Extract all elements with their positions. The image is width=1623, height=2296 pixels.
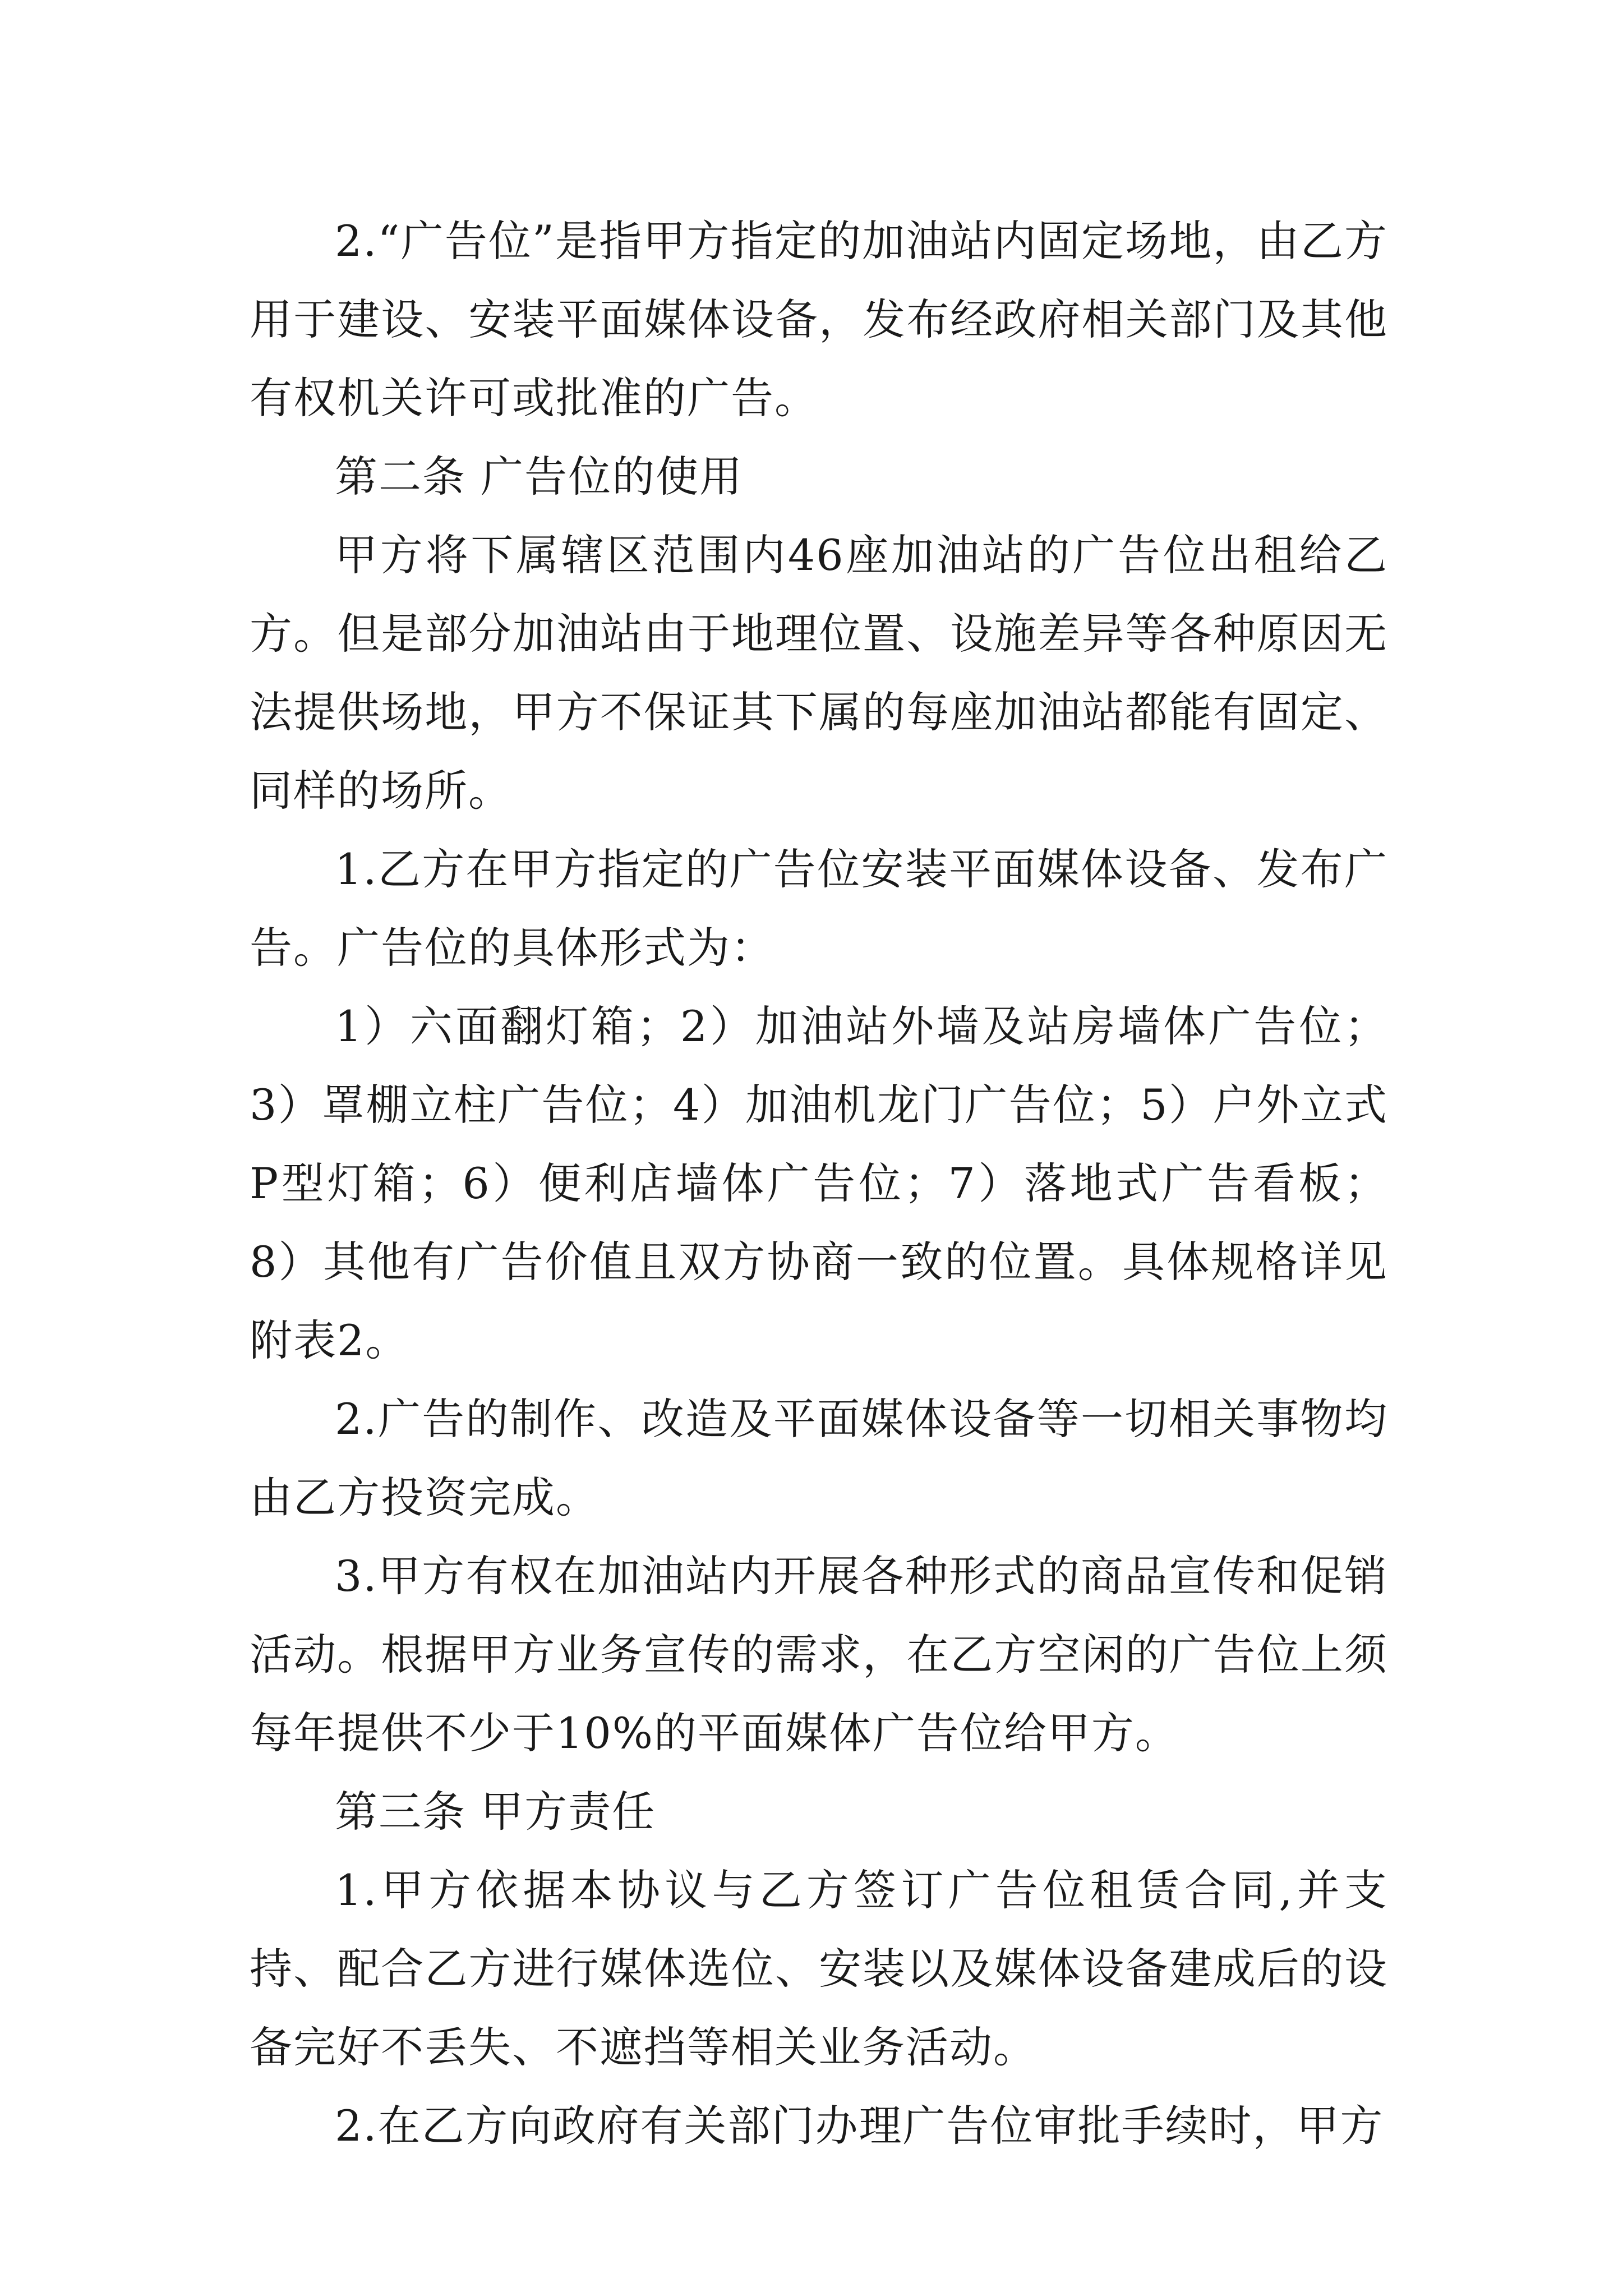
paragraph-clause-2-3: 3.甲方有权在加油站内开展各种形式的商品宣传和促销活动。根据甲方业务宣传的需求，在乙方空闲的广告位上须每年提供不少于10%的平面媒体广告位给甲方。 — [250, 1551, 1388, 1758]
heading-article-3: 第三条 甲方责任 — [335, 1787, 656, 1837]
paragraph-clause-2-2: 2.广告的制作、改造及平面媒体设备等一切相关事物均由乙方投资完成。 — [250, 1394, 1388, 1522]
paragraph-ad-space-definition: 2.“广告位”是指甲方指定的加油站内固定场地，由乙方用于建设、安装平面媒体设备，发布经政府相关部门及其他有权机关许可或批准的广告。 — [250, 216, 1388, 423]
paragraph-ad-forms-list: 1）六面翻灯箱；2）加油站外墙及站房墙体广告位；3）罩棚立柱广告位；4）加油机龙门广告位；5）户外立式P型灯箱；6）便利店墙体广告位；7）落地式广告看板；8）其他有广告价值且双方协商一致的位置。具体规格详见附表2。 — [250, 1001, 1388, 1365]
contract-body — [250, 202, 1388, 2165]
paragraph-lease-scope: 甲方将下属辖区范围内46座加油站的广告位出租给乙方。但是部分加油站由于地理位置、设施差异等各种原因无法提供场地，甲方不保证其下属的每座加油站都能有固定、同样的场所。 — [250, 530, 1388, 816]
paragraph-clause-2-1: 1.乙方在甲方指定的广告位安装平面媒体设备、发布广告。广告位的具体形式为： — [250, 844, 1388, 973]
paragraph-clause-3-2: 2.在乙方向政府有关部门办理广告位审批手续时，甲方 — [335, 2101, 1384, 2151]
paragraph-clause-3-1: 1.甲方依据本协议与乙方签订广告位租赁合同,并支持、配合乙方进行媒体选位、安装以及媒体设备建成后的设备完好不丢失、不遮挡等相关业务活动。 — [250, 1865, 1388, 2072]
heading-article-2: 第二条 广告位的使用 — [335, 452, 744, 501]
